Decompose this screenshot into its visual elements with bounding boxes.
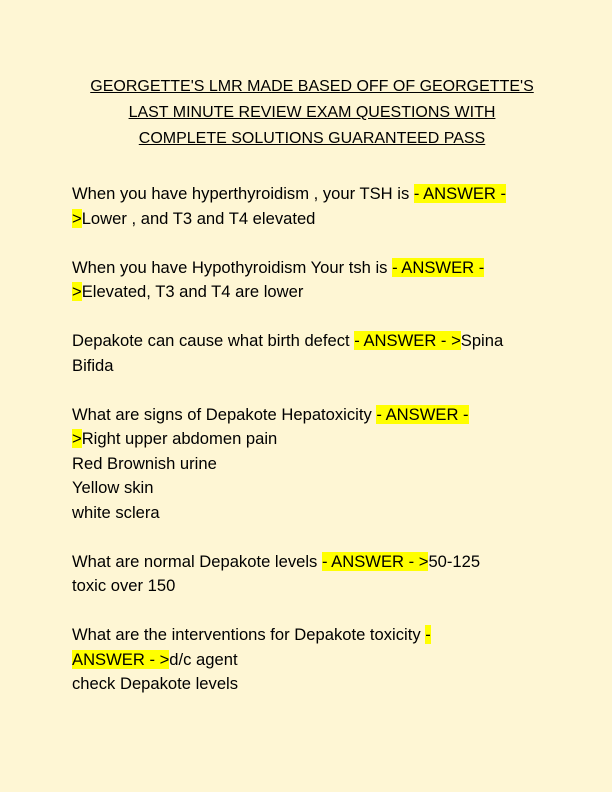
answer-text: Elevated, T3 and T4 are lower	[81, 282, 304, 301]
answer-line: toxic over 150	[72, 576, 176, 595]
question-line	[72, 403, 552, 428]
qa-item	[72, 182, 552, 231]
answer-line	[72, 427, 552, 452]
answer-text: d/c agent	[169, 649, 238, 669]
question-line	[72, 550, 552, 575]
answer-marker: - ANSWER -	[376, 404, 469, 424]
question-text: What are the interventions for Depakote toxicity	[72, 625, 426, 644]
answer-text: Spina	[460, 331, 504, 350]
answer-marker: -	[425, 625, 431, 644]
question-line	[72, 623, 552, 648]
question-text: What are normal Depakote levels	[72, 551, 322, 571]
question-line	[72, 329, 552, 354]
answer-marker-continued: >	[72, 429, 82, 448]
title-line-1: GEORGETTE'S LMR MADE BASED OFF OF GEORGETTE'S	[90, 78, 534, 95]
qa-item	[72, 623, 552, 697]
answer-marker: - ANSWER -	[413, 184, 507, 203]
document-title	[72, 74, 552, 152]
qa-item	[72, 550, 552, 599]
title-line-2: LAST MINUTE REVIEW EXAM QUESTIONS WITH	[128, 104, 496, 121]
answer-line	[72, 207, 552, 232]
answer-marker: - ANSWER -	[392, 257, 485, 277]
answer-line: Yellow skin	[72, 478, 154, 497]
answer-line: Bifida	[72, 355, 114, 375]
answer-line	[72, 280, 552, 305]
answer-marker: - ANSWER - >	[321, 551, 429, 571]
question-text: When you have Hypothyroidism Your tsh is	[72, 257, 393, 277]
question-text: When you have hyperthyroidism , your TSH is	[72, 184, 414, 203]
qa-item	[72, 403, 552, 526]
answer-marker-continued: >	[72, 208, 82, 228]
answer-marker-continued: >	[72, 282, 82, 301]
answer-line: white sclera	[72, 502, 160, 522]
question-text: What are signs of Depakote Hepatoxicity	[72, 404, 377, 424]
answer-line: Red Brownish urine	[72, 453, 217, 473]
answer-line: check Depakote levels	[72, 674, 239, 693]
question-line	[72, 256, 552, 281]
answer-marker-continued: ANSWER - >	[72, 649, 170, 669]
question-line	[72, 182, 552, 207]
answer-text: Right upper abdomen pain	[81, 429, 278, 448]
title-line-3: COMPLETE SOLUTIONS GUARANTEED PASS	[138, 130, 486, 147]
question-text: Depakote can cause what birth defect	[72, 331, 355, 350]
qa-item	[72, 256, 552, 305]
answer-text: 50-125	[428, 551, 481, 571]
answer-marker: - ANSWER - >	[354, 331, 461, 350]
answer-text: Lower , and T3 and T4 elevated	[81, 208, 316, 228]
qa-item	[72, 329, 552, 378]
answer-line	[72, 648, 552, 673]
